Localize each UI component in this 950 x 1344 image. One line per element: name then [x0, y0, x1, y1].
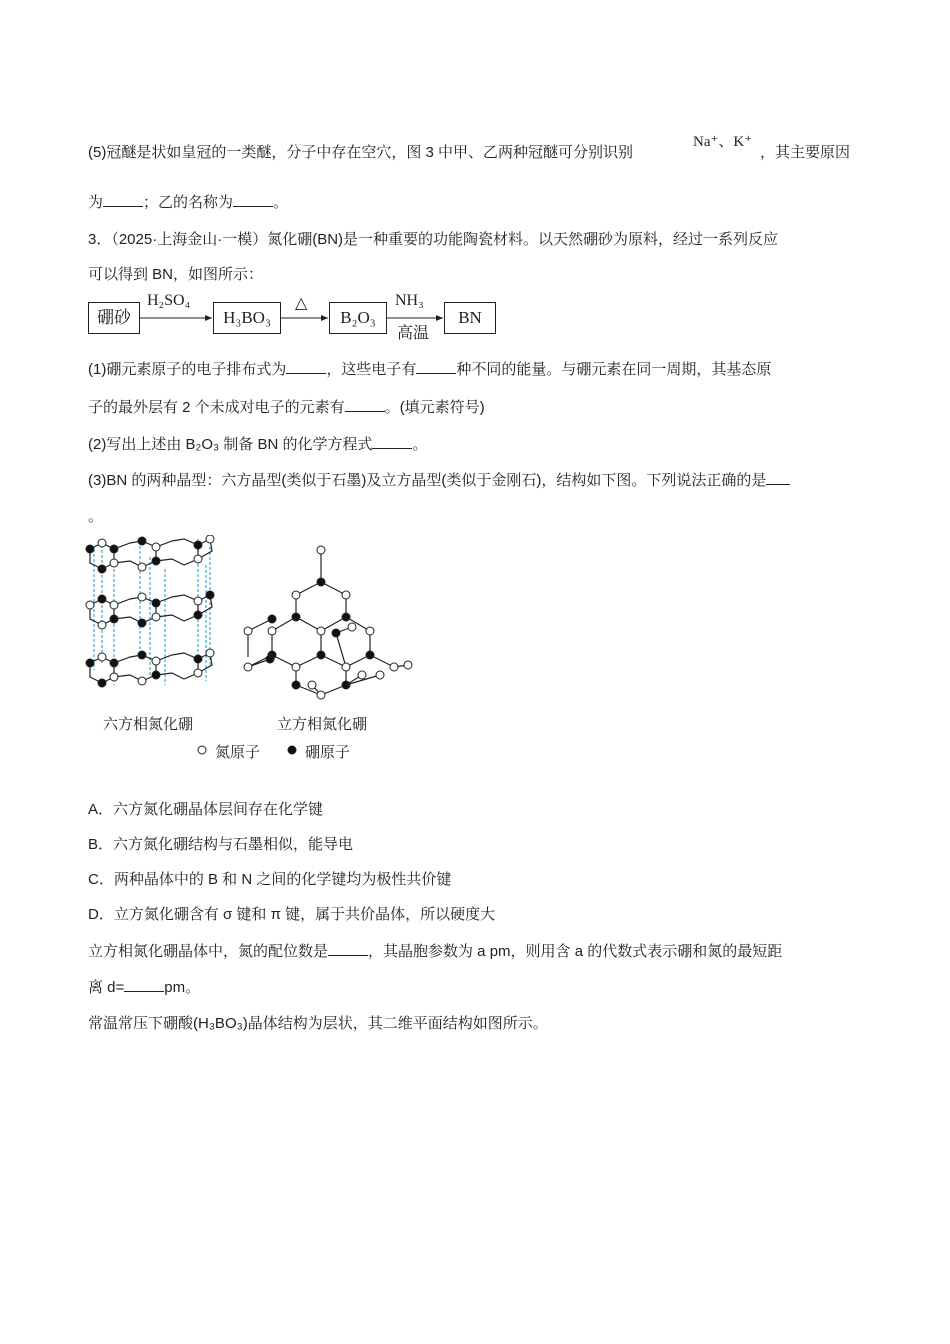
q5-line2: 为 ；乙的名称为 。 — [88, 194, 289, 211]
legend-boron: 硼原子 — [305, 745, 351, 761]
q5-line1: (5)冠醚是状如皇冠的一类醚，分子中存在空穴，图 3 中甲、乙两种冠醚可分别识别 — [88, 144, 634, 161]
q3-part1-line2: 子的最外层有 2 个未成对电子的元素有 。(填元素符号) — [88, 399, 485, 416]
answer-blank[interactable] — [372, 434, 412, 449]
arrow-label-heat: △ — [295, 295, 308, 312]
nitrogen-atom-icon — [196, 744, 208, 756]
boron-atom-icon — [286, 744, 298, 756]
q3-part5: 常温常压下硼酸(H₃BO₃)晶体结构为层状，其二维平面结构如图所示。 — [88, 1015, 548, 1032]
arrow-label-nh3: NH₃ — [395, 292, 424, 309]
option-a[interactable]: A．六方氮化硼晶体层间存在化学键 — [88, 801, 324, 818]
answer-blank[interactable] — [286, 359, 326, 374]
flow-box-borax: 硼砂 — [88, 302, 140, 334]
answer-blank[interactable] — [345, 397, 385, 412]
q3-part2: (2)写出上述由 B₂O₃ 制备 BN 的化学方程式 。 — [88, 436, 428, 453]
q3-intro-line2: 可以得到 BN，如图所示： — [88, 266, 264, 283]
flow-arrows — [0, 0, 950, 360]
answer-blank[interactable] — [124, 977, 164, 992]
q3-part4-line2: 离 d= pm。 — [88, 979, 201, 996]
flow-box-boron-oxide: B₂O₃ — [329, 302, 387, 334]
q3-intro-line1: 3．（2025·上海金山·一模）氮化硼(BN)是一种重要的功能陶瓷材料。以天然硼砂为原料，经过一系列反应 — [88, 231, 779, 248]
q5-line1-end: ，其主要原因 — [760, 144, 851, 161]
legend-nitrogen: 氮原子 — [215, 745, 261, 761]
flow-box-boric-acid: H₃BO₃ — [213, 302, 281, 334]
q3-part1-line1: (1)硼元素原子的电子排布式为 ，这些电子有 种不同的能量。与硼元素在同一周期，其基态原 — [88, 361, 772, 378]
answer-blank[interactable] — [766, 470, 790, 485]
flow-box-bn: BN — [444, 302, 496, 334]
arrow-label-h2so4: H₂SO₄ — [147, 292, 191, 309]
q3-part3: (3)BN 的两种晶型：六方晶型(类似于石墨)及立方晶型(类似于金刚石)，结构如下图。下列说法正确的是 — [88, 469, 790, 490]
option-c[interactable]: C．两种晶体中的 B 和 N 之间的化学键均为极性共价键 — [88, 871, 452, 888]
q3-part4-line1: 立方相氮化硼晶体中，氮的配位数是 ，其晶胞参数为 a pm，则用含 a 的代数式表示硼和氮的最短距 — [88, 943, 783, 960]
answer-blank[interactable] — [416, 359, 456, 374]
hexagonal-bn-structure — [90, 539, 212, 685]
hexagonal-bn-caption: 六方相氮化硼 — [103, 717, 194, 733]
q3-part3-end: 。 — [88, 508, 104, 525]
arrow-label-high-temp: 高温 — [397, 325, 430, 342]
bn-crystal-figure — [80, 535, 420, 715]
ion-label: Na⁺、K⁺ — [693, 134, 753, 150]
answer-blank[interactable] — [328, 941, 368, 956]
option-d[interactable]: D．立方氮化硼含有 σ 键和 π 键，属于共价晶体，所以硬度大 — [88, 906, 496, 923]
cubic-bn-caption: 立方相氮化硼 — [277, 717, 368, 733]
option-b[interactable]: B．六方氮化硼结构与石墨相似，能导电 — [88, 836, 354, 853]
cubic-bn-atoms — [244, 546, 412, 699]
